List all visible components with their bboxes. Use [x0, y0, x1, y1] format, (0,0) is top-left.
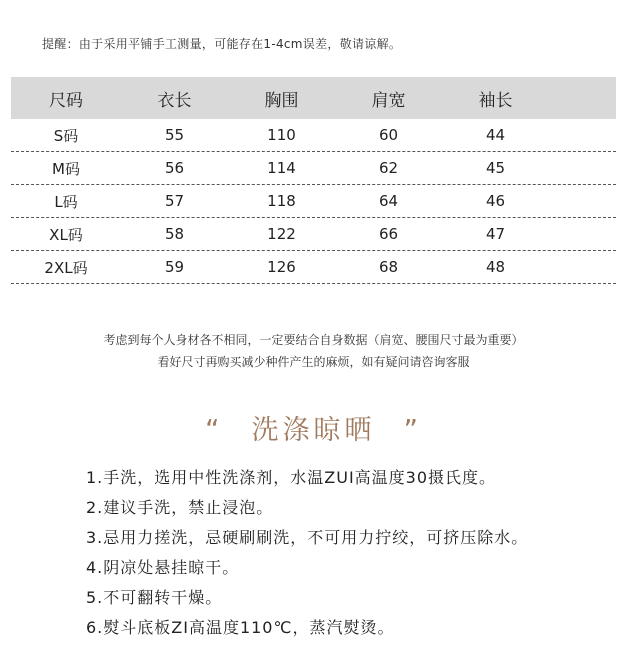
cell-length: 59: [164, 258, 185, 276]
cell-shoulder: 68: [378, 258, 399, 276]
open-quote: “: [204, 413, 224, 446]
cell-bust: 118: [267, 192, 296, 210]
list-item: 1.手洗，选用中性洗涤剂，水温ZUI高温度30摄氏度。: [86, 468, 497, 487]
measurement-notice: 提醒：由于采用平铺手工测量，可能存在1-4cm误差，敬请谅解。: [42, 37, 402, 51]
cell-shoulder: 64: [378, 192, 399, 210]
table-row: [11, 119, 616, 152]
cell-shoulder: 62: [378, 159, 399, 177]
cell-size: M码: [52, 159, 80, 178]
header-sleeve: 袖长: [478, 90, 513, 111]
header-size: 尺码: [49, 90, 83, 111]
cell-shoulder: 60: [378, 126, 399, 144]
header-bust: 胸围: [264, 90, 299, 111]
cell-bust: 110: [267, 126, 296, 144]
cell-size: XL码: [49, 225, 83, 244]
close-quote: ”: [403, 413, 423, 446]
cell-sleeve: 46: [485, 192, 506, 210]
table-row: [11, 218, 616, 251]
wash-care-title-text: 洗涤晾晒: [251, 415, 376, 446]
table-row: [11, 152, 616, 185]
cell-length: 58: [164, 225, 185, 243]
cell-size: S码: [53, 126, 79, 145]
list-item: 6.熨斗底板ZI高温度110℃，蒸汽熨烫。: [86, 618, 395, 637]
cell-bust: 114: [267, 159, 296, 177]
list-item: 4.阴凉处悬挂晾干。: [86, 558, 240, 577]
cell-size: 2XL码: [44, 258, 88, 277]
cell-size: L码: [54, 192, 78, 211]
care-instructions-list: [86, 466, 528, 646]
list-item: 3.忌用力搓洗，忌硬刷刷洗，不可用力拧绞，可挤压除水。: [86, 528, 529, 547]
table-row: [11, 185, 616, 218]
cell-sleeve: 47: [485, 225, 506, 243]
cell-bust: 126: [267, 258, 296, 276]
header-length: 衣长: [157, 90, 192, 111]
wash-care-title: [0, 408, 627, 447]
cell-sleeve: 48: [485, 258, 506, 276]
cell-sleeve: 45: [485, 159, 506, 177]
cell-shoulder: 66: [378, 225, 399, 243]
list-item: 5.不可翻转干燥。: [86, 588, 223, 607]
cell-sleeve: 44: [485, 126, 506, 144]
header-shoulder: 肩宽: [371, 90, 406, 111]
cell-length: 57: [164, 192, 185, 210]
fit-advice-text: 考虑到每个人身材各不相同，一定要结合自身数据（肩宽、腰围尺寸最为重要）: [103, 333, 524, 347]
customer-service-text: 看好尺寸再购买减少种件产生的麻烦，如有疑问请咨询客服: [157, 355, 470, 369]
list-item: 2.建议手洗，禁止浸泡。: [86, 498, 274, 517]
table-row: [11, 251, 616, 284]
cell-length: 56: [164, 159, 185, 177]
cell-bust: 122: [267, 225, 296, 243]
size-table-header: [11, 77, 616, 119]
size-table: [11, 77, 616, 284]
cell-length: 55: [164, 126, 185, 144]
